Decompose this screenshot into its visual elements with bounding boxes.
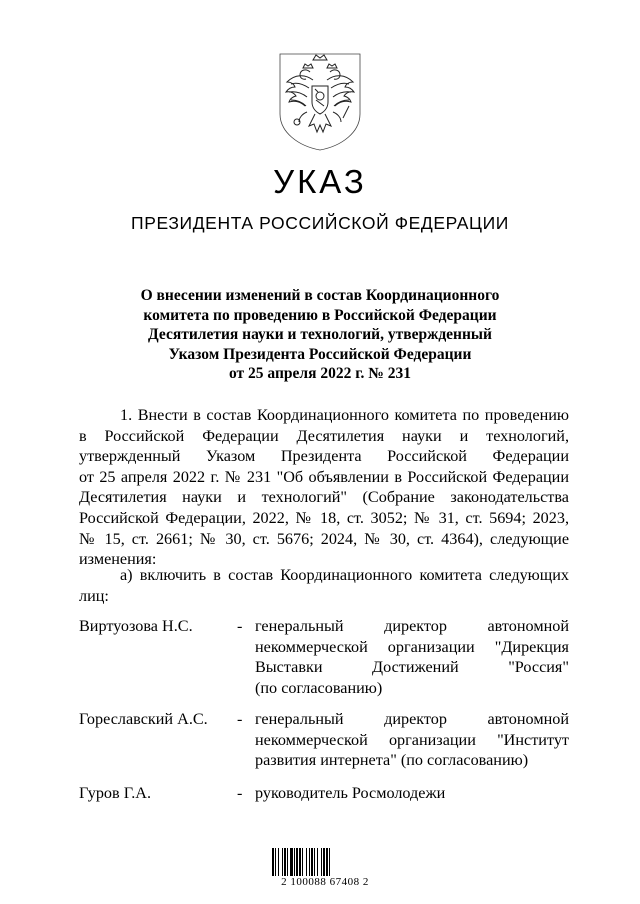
member-dash: -: [237, 710, 243, 728]
member-dash: -: [237, 784, 243, 802]
paragraph-line: а) включить в состав Координационного комитета следующих: [120, 566, 569, 584]
description-line: некоммерческой организации "Институт: [255, 730, 569, 749]
member-description: [255, 709, 569, 771]
paragraph-2: [79, 565, 569, 606]
member-description: [255, 783, 569, 804]
member-dash: -: [237, 617, 243, 635]
barcode: [272, 848, 376, 876]
paragraph-line: Российской Федерации, 2022, № 18, ст. 3052; № 31, ст. 5694; 2023,: [79, 508, 569, 527]
description-line: Выставки Достижений "Россия": [255, 658, 569, 677]
member-name: Гореславский А.С.: [79, 710, 208, 728]
heading-line: Указом Президента Российской Федерации: [168, 345, 472, 363]
heading-line: Десятилетия науки и технологий, утвержденный: [148, 326, 492, 343]
heading-line: от 25 апреля 2022 г. № 231: [229, 365, 411, 382]
paragraph-line: № 15, ст. 2661; № 30, ст. 5676; 2024, № 30, ст. 4364), следующие: [79, 529, 569, 548]
coat-of-arms-emblem: [277, 52, 363, 152]
paragraph-line: 1. Внести в состав Координационного комитета по проведению: [120, 406, 569, 424]
paragraph-1: [79, 405, 569, 570]
member-description: [255, 616, 569, 698]
paragraph-line: изменения:: [79, 550, 157, 569]
document-title: УКАЗ: [273, 163, 367, 200]
paragraph-line: утвержденный Указом Президента Российской Федерации: [79, 447, 569, 466]
member-name: Виртуозова Н.С.: [79, 617, 193, 635]
paragraph-line: от 25 апреля 2022 г. № 231 "Об объявлении в Российской Федерации: [79, 467, 569, 486]
paragraph-line: Десятилетия науки и технологий" (Собрание законодательства: [79, 488, 569, 507]
description-line: генеральный директор автономной: [255, 617, 569, 635]
barcode-number: 2 100088 67408 2: [281, 876, 369, 888]
document-subtitle: ПРЕЗИДЕНТА РОССИЙСКОЙ ФЕДЕРАЦИИ: [131, 213, 509, 233]
description-line: руководитель Росмолодежи: [255, 784, 446, 802]
description-line: (по согласованию): [255, 678, 383, 697]
heading-line: О внесении изменений в состав Координационного: [140, 287, 500, 304]
paragraph-line: в Российской Федерации Десятилетия науки и технологий,: [79, 426, 569, 445]
decree-heading: [110, 286, 530, 384]
paragraph-line: лиц:: [79, 586, 109, 605]
description-line: некоммерческой организации "Дирекция: [255, 637, 569, 656]
heading-line: комитета по проведению в Российской Федерации: [143, 306, 497, 324]
description-line: развития интернета" (по согласованию): [255, 751, 529, 770]
member-name: Гуров Г.А.: [79, 784, 152, 802]
description-line: генеральный директор автономной: [255, 710, 569, 728]
